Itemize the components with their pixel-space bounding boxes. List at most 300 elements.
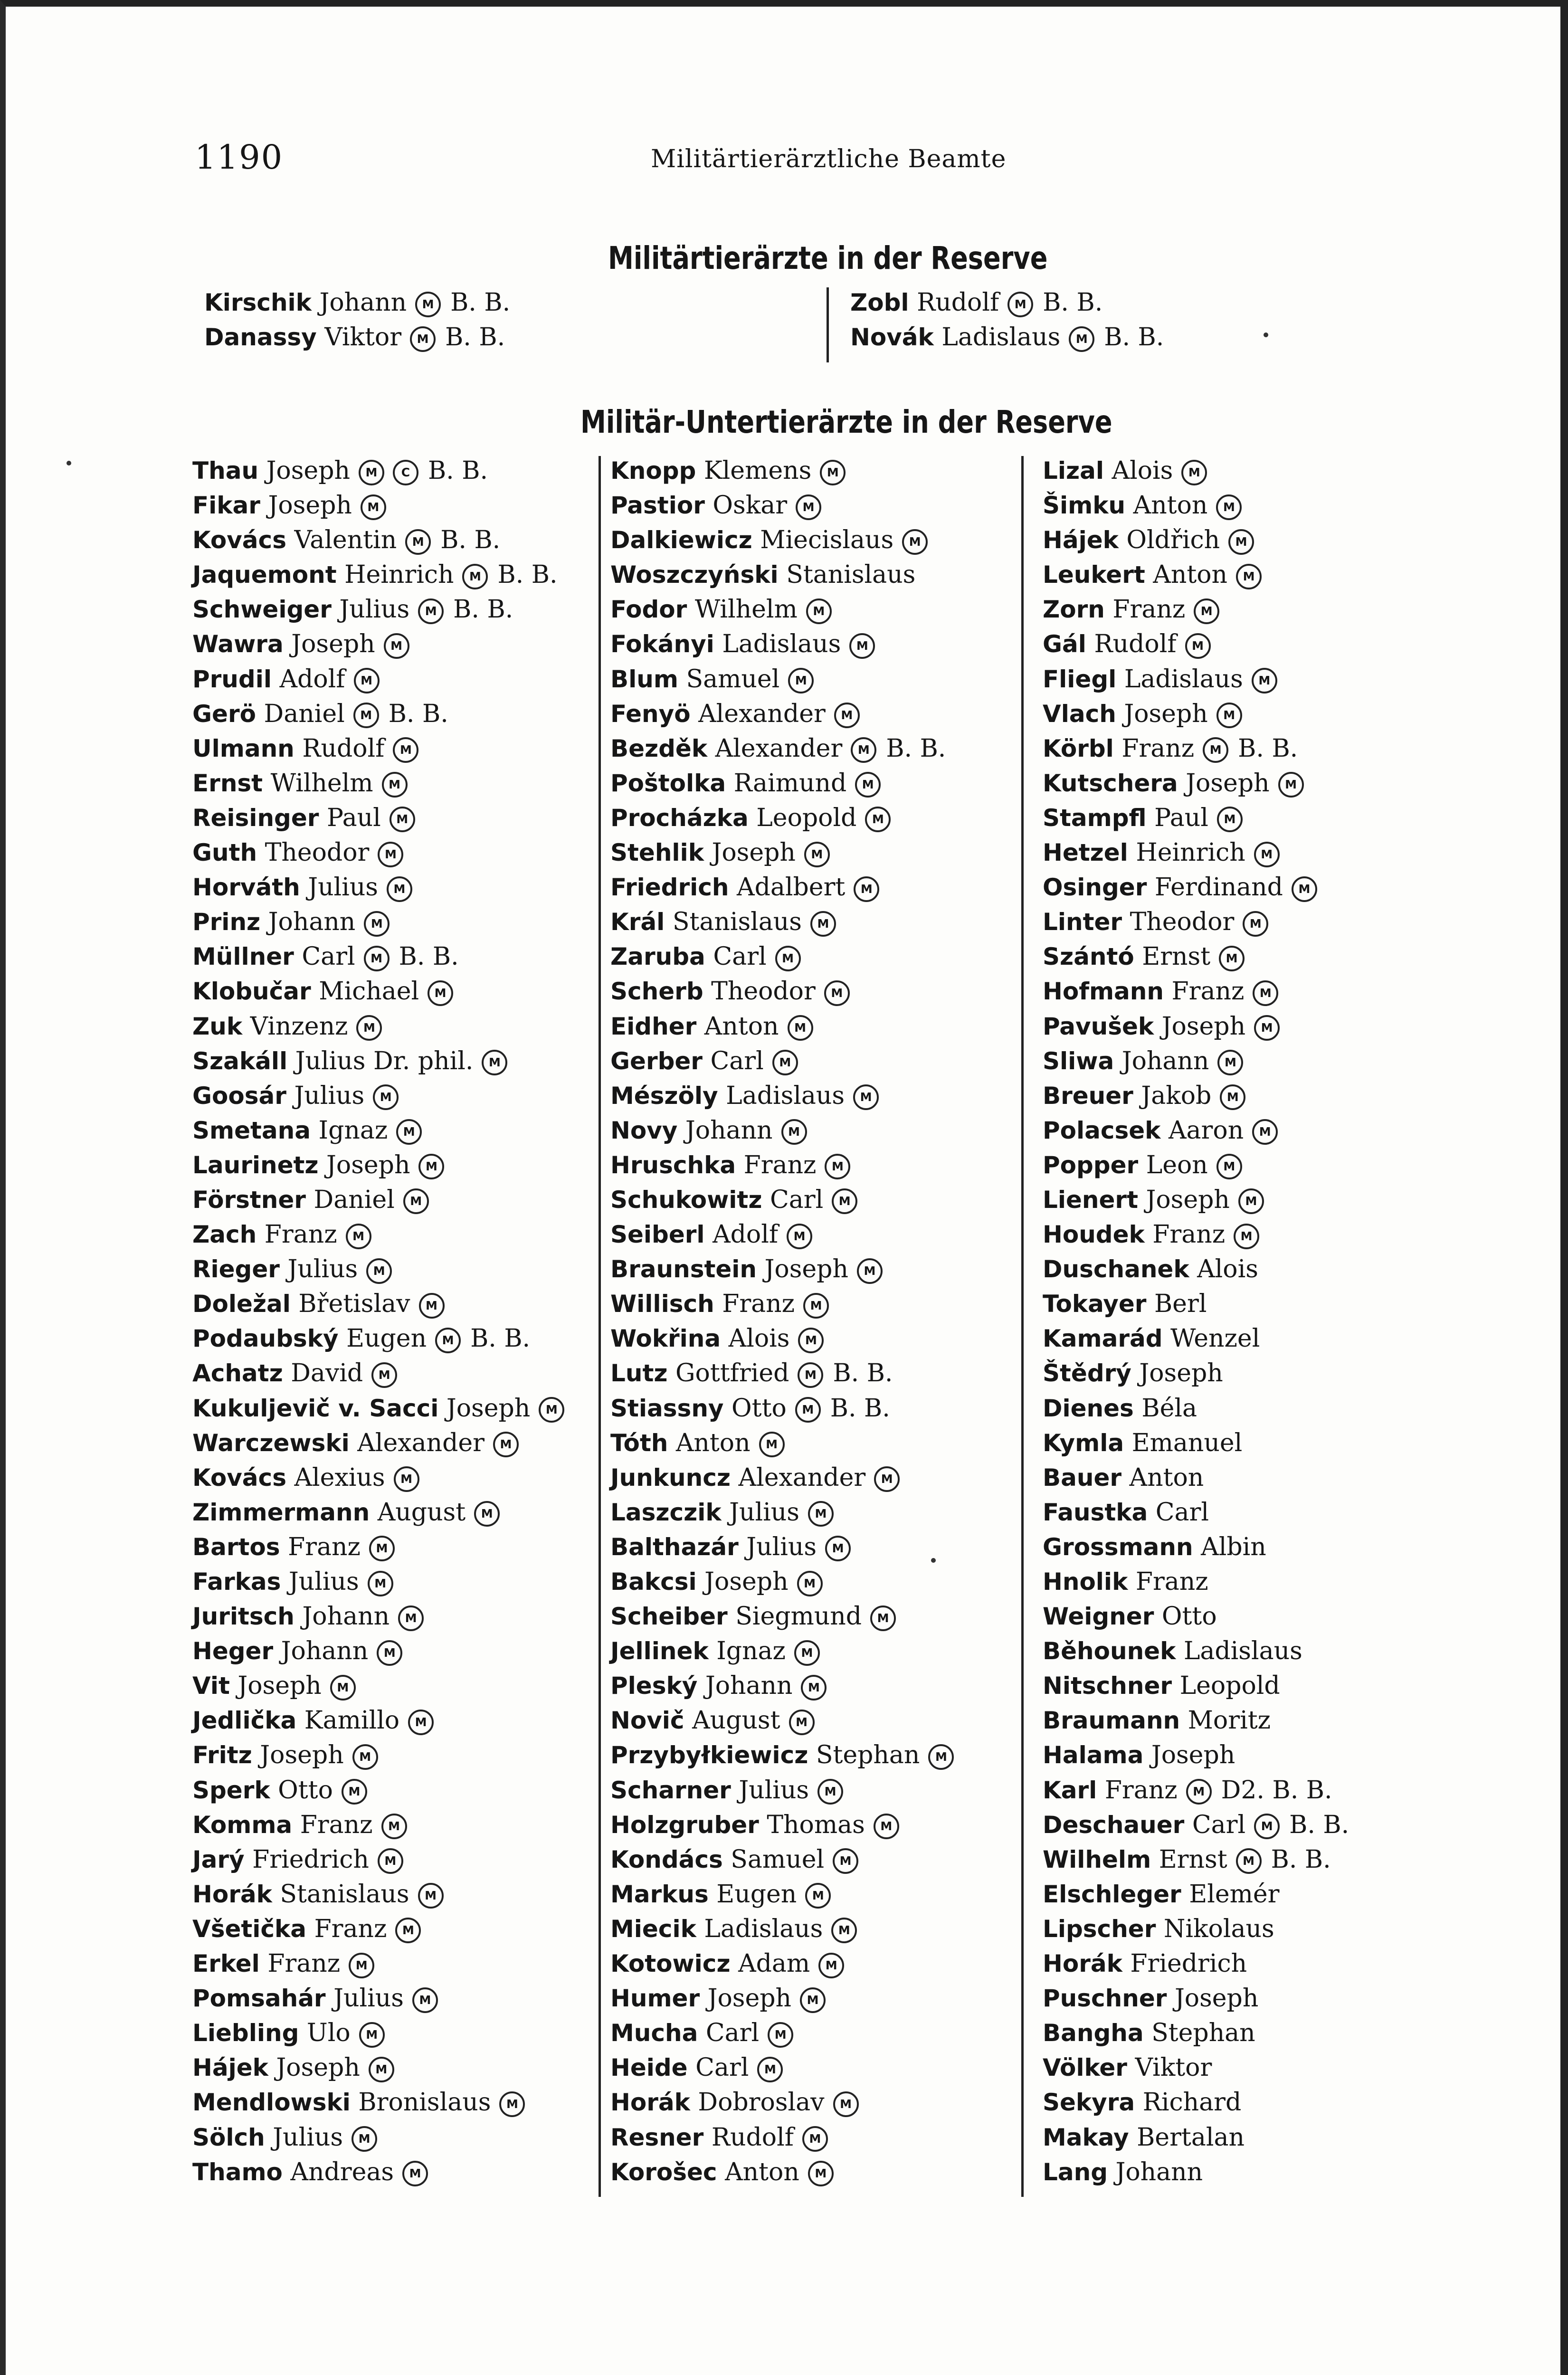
entry-given-name: Johann [268, 908, 356, 937]
entry-given-name: Wilhelm [270, 769, 373, 798]
unter-column-2 [610, 454, 954, 2190]
entry-given-name: Joseph [1139, 1359, 1223, 1388]
entry-given-name: Julius [288, 1568, 359, 1596]
entry-surname: Stehlik [610, 839, 704, 867]
entry-given-name: Joseph [707, 1984, 792, 2013]
circled-m-icon: M [1217, 1050, 1243, 1075]
circled-m-icon: M [364, 946, 390, 971]
entry-given-name: Rudolf [917, 288, 999, 317]
entry-given-name: Siegmund [735, 1602, 862, 1631]
circled-m-icon: M [788, 1015, 813, 1041]
list-entry [1043, 1565, 1349, 1599]
entry-surname: Pomsahár [192, 1985, 326, 2013]
list-entry [192, 1565, 564, 1599]
list-entry [192, 1738, 564, 1773]
list-entry [192, 488, 564, 523]
entry-surname: Duschanek [1043, 1255, 1189, 1283]
circled-m-icon: M [398, 1606, 424, 1631]
entry-surname: Bakcsi [610, 1568, 697, 1596]
circled-m-icon: M [825, 1536, 851, 1561]
circled-m-icon: M [482, 1050, 507, 1075]
list-entry [1043, 558, 1349, 592]
circled-m-icon: M [1217, 807, 1243, 832]
entry-given-name: Theodor [265, 838, 370, 867]
entry-given-name: Heinrich [1136, 838, 1245, 867]
entry-surname: Hájek [192, 2054, 268, 2082]
entry-surname: Král [610, 908, 665, 936]
entry-surname: Nitschner [1043, 1672, 1172, 1700]
list-entry [1043, 1912, 1349, 1947]
circled-m-icon: M [393, 737, 418, 763]
entry-given-name: Leopold [1179, 1672, 1280, 1700]
entry-given-name: Ladislaus [1183, 1637, 1302, 1666]
circled-m-icon: M [772, 1050, 798, 1075]
entry-given-name: Franz [300, 1810, 373, 1839]
entry-given-name: Franz [314, 1914, 387, 1943]
circled-m-icon: M [1203, 737, 1228, 763]
circled-m-icon: M [428, 980, 453, 1006]
circled-m-icon: M [499, 2091, 525, 2117]
entry-surname: Hofmann [1043, 978, 1164, 1006]
entry-given-name: Samuel [686, 665, 780, 694]
list-entry [192, 1461, 564, 1495]
list-entry [192, 940, 564, 974]
entry-surname: Sekyra [1043, 2089, 1135, 2117]
entry-surname: Kotowicz [610, 1950, 731, 1978]
entry-surname: Kovács [192, 1463, 286, 1492]
circled-m-icon: M [384, 633, 409, 659]
circled-m-icon: M [349, 1953, 374, 1978]
section-title-reserve: Militärtierärzte in der Reserve [608, 240, 1048, 276]
entry-surname: Bauer [1043, 1463, 1122, 1492]
list-entry [1043, 1426, 1349, 1461]
entry-surname: Novák [850, 323, 934, 352]
entry-surname: Karl [1043, 1776, 1097, 1804]
circled-m-icon: M [870, 1606, 896, 1631]
entry-surname: Běhounek [1043, 1637, 1176, 1665]
entry-given-name: Stanislaus [672, 908, 802, 937]
circled-m-icon: M [396, 1119, 422, 1145]
entry-surname: Laurinetz [192, 1151, 319, 1179]
entry-surname: Gál [1043, 630, 1086, 658]
entry-given-name: Carl [1155, 1498, 1209, 1527]
list-entry [610, 1183, 954, 1217]
entry-given-name: Johann [302, 1602, 390, 1631]
entry-surname: Popper [1043, 1151, 1139, 1179]
entry-given-name: Valentin [294, 526, 397, 555]
list-entry [610, 1217, 954, 1252]
entry-surname: Lipscher [1043, 1915, 1156, 1943]
entry-given-name: Joseph [704, 1568, 789, 1596]
entry-surname: Bartos [192, 1533, 280, 1561]
circled-m-icon: M [353, 703, 379, 728]
entry-given-name: Anton [704, 1012, 779, 1041]
list-entry [610, 488, 954, 523]
circled-m-icon: M [1252, 1119, 1278, 1145]
circled-m-icon: M [831, 1918, 857, 1943]
list-entry [192, 1599, 564, 1634]
list-entry [610, 627, 954, 662]
list-entry [1043, 1599, 1349, 1634]
entry-surname: Kamarád [1043, 1325, 1163, 1353]
list-entry [610, 592, 954, 627]
circled-m-icon: M [902, 529, 928, 555]
circled-m-icon: M [1069, 326, 1094, 352]
list-entry [1043, 1356, 1349, 1391]
circled-m-icon: M [794, 1640, 820, 1666]
list-entry [192, 836, 564, 870]
entry-surname: Jedlička [192, 1707, 297, 1735]
list-entry [610, 1148, 954, 1183]
entry-given-name: Joseph [1151, 1741, 1235, 1770]
entry-given-name: Dobroslav [698, 2088, 825, 2117]
entry-surname: Fokányi [610, 630, 714, 658]
entry-surname: Gerö [192, 700, 256, 728]
entry-given-name: Franz [743, 1150, 817, 1179]
entry-surname: Schukowitz [610, 1186, 762, 1214]
entry-surname: Zach [192, 1221, 257, 1249]
entry-given-name: Johann [1121, 1046, 1209, 1075]
entry-note: B. B. [428, 456, 488, 485]
entry-given-name: Joseph [764, 1255, 848, 1284]
entry-surname: Willisch [610, 1290, 714, 1318]
list-entry [1043, 1808, 1349, 1843]
list-entry [1043, 627, 1349, 662]
list-entry [610, 558, 954, 592]
list-entry [610, 1773, 954, 1808]
entry-surname: Makay [1043, 2123, 1129, 2151]
list-entry [192, 766, 564, 801]
entry-surname: Körbl [1043, 734, 1114, 762]
entry-given-name: Stanislaus [786, 560, 916, 589]
entry-given-name: Leon [1146, 1150, 1208, 1179]
entry-given-name: Franz [1152, 1220, 1226, 1249]
circled-m-icon: M [410, 326, 436, 352]
entry-surname: Smetana [192, 1116, 311, 1144]
entry-given-name: Carl [710, 1046, 764, 1075]
list-entry [204, 285, 510, 320]
entry-given-name: Anton [675, 1428, 751, 1457]
list-entry [1043, 662, 1349, 697]
entry-given-name: Julius [287, 1255, 358, 1284]
entry-note: D2. B. B. [1221, 1776, 1332, 1805]
entry-surname: Achatz [192, 1359, 283, 1387]
list-entry [850, 285, 1164, 320]
circled-m-icon: M [1254, 1015, 1280, 1041]
list-entry [192, 592, 564, 627]
list-entry [1043, 974, 1349, 1009]
entry-surname: Dienes [1043, 1394, 1134, 1422]
list-entry [1043, 592, 1349, 627]
entry-given-name: Julius Dr. phil. [295, 1046, 474, 1075]
entry-surname: Jarý [192, 1845, 245, 1873]
circled-m-icon: M [493, 1432, 519, 1457]
entry-surname: Blum [610, 665, 678, 693]
list-entry [1043, 523, 1349, 558]
circled-m-icon: M [805, 1883, 831, 1909]
list-entry [1043, 2085, 1349, 2120]
circled-m-icon: M [1216, 1154, 1242, 1179]
entry-given-name: Carl [302, 942, 355, 971]
entry-given-name: Anton [1133, 491, 1208, 520]
list-entry [610, 1565, 954, 1599]
circled-m-icon: M [768, 2022, 793, 2048]
entry-given-name: Adolf [713, 1220, 779, 1249]
circled-m-icon: M [418, 598, 444, 624]
list-entry [610, 2051, 954, 2085]
circled-m-icon: M [1278, 772, 1304, 798]
entry-given-name: Franz [722, 1290, 795, 1319]
entry-surname: Rieger [192, 1255, 280, 1283]
list-entry [192, 2051, 564, 2085]
entry-given-name: Raimund [733, 769, 847, 798]
entry-surname: Pavušek [1043, 1012, 1154, 1040]
circled-m-icon: M [1254, 842, 1280, 867]
circled-m-icon: M [373, 1084, 399, 1110]
entry-given-name: Adalbert [737, 873, 846, 902]
circled-m-icon: M [833, 1848, 858, 1874]
section-title-unter: Militär-Untertierärzte in der Reserve [580, 404, 1112, 440]
list-entry [1043, 766, 1349, 801]
entry-surname: Hájek [1043, 526, 1119, 554]
list-entry [192, 1947, 564, 1981]
entry-given-name: Daniel [264, 699, 345, 728]
circled-m-icon: M [849, 633, 875, 659]
list-entry [610, 1113, 954, 1148]
entry-surname: Doležal [192, 1290, 291, 1318]
list-entry [610, 1808, 954, 1843]
circled-m-icon: M [818, 1953, 844, 1978]
circled-m-icon: M [539, 1397, 564, 1423]
circled-m-icon: M [806, 598, 832, 624]
list-entry [1043, 940, 1349, 974]
entry-given-name: Stephan [1151, 2019, 1255, 2048]
entry-surname: Völker [1043, 2054, 1127, 2082]
circled-m-icon: M [757, 2057, 783, 2082]
list-entry [610, 940, 954, 974]
circled-m-icon: M [787, 1224, 812, 1249]
entry-given-name: Alexander [698, 699, 826, 728]
entry-surname: Faustka [1043, 1498, 1148, 1526]
page-header-title: Militärtierärztliche Beamte [651, 145, 1007, 173]
entry-given-name: Julius [339, 595, 410, 624]
entry-given-name: Viktor [1135, 2053, 1212, 2082]
list-entry [192, 1183, 564, 1217]
entry-surname: Tokayer [1043, 1290, 1147, 1318]
circled-m-icon: M [874, 1466, 900, 1492]
entry-given-name: Alois [728, 1324, 790, 1353]
circled-m-icon: M [803, 1293, 829, 1319]
list-entry [610, 1530, 954, 1565]
circled-m-icon: M [817, 1779, 843, 1805]
entry-surname: Gerber [610, 1047, 703, 1075]
entry-given-name: Ladislaus [1124, 665, 1243, 694]
entry-surname: Vlach [1043, 700, 1116, 728]
entry-surname: Halama [1043, 1741, 1144, 1769]
entry-surname: Fenyö [610, 700, 691, 728]
entry-given-name: Joseph [266, 456, 350, 485]
list-entry [192, 1044, 564, 1079]
entry-given-name: Alexander [357, 1428, 485, 1457]
list-entry [1043, 905, 1349, 940]
list-entry [192, 2085, 564, 2120]
list-entry [1043, 1773, 1349, 1808]
entry-note: B. B. [453, 595, 513, 624]
entry-surname: Novič [610, 1707, 684, 1735]
entry-given-name: Joseph [291, 630, 375, 659]
entry-surname: Fliegl [1043, 665, 1117, 693]
list-entry [192, 1217, 564, 1252]
circled-m-icon: M [1219, 946, 1245, 971]
entry-given-name: Gottfried [675, 1359, 789, 1388]
entry-given-name: Joseph [1146, 1185, 1230, 1214]
list-entry [192, 1356, 564, 1391]
entry-given-name: Joseph [1124, 699, 1208, 728]
entry-given-name: Michael [319, 977, 419, 1006]
circled-m-icon: M [789, 1710, 815, 1735]
entry-given-name: Jakob [1141, 1081, 1212, 1110]
entry-surname: Hruschka [610, 1151, 736, 1179]
entry-given-name: Vinzenz [250, 1012, 348, 1041]
entry-given-name: Emanuel [1131, 1428, 1243, 1457]
list-entry [1043, 1634, 1349, 1669]
entry-given-name: Anton [1153, 560, 1228, 589]
entry-note: B. B. [1238, 734, 1298, 763]
list-entry [610, 766, 954, 801]
list-entry [192, 1843, 564, 1877]
entry-surname: Szántó [1043, 943, 1134, 971]
entry-surname: Szakáll [192, 1047, 288, 1075]
entry-surname: Fikar [192, 492, 260, 520]
entry-surname: Mendlowski [192, 2089, 351, 2117]
list-entry [192, 801, 564, 836]
circled-m-icon: M [808, 1501, 834, 1527]
list-entry [1043, 1044, 1349, 1079]
circled-m-icon: M [369, 1536, 395, 1561]
entry-given-name: Paul [326, 803, 381, 832]
circled-m-icon: M [788, 668, 814, 694]
list-entry [610, 2120, 954, 2155]
list-entry [610, 1461, 954, 1495]
entry-surname: Stampfl [1043, 804, 1147, 832]
entry-given-name: Ulo [306, 2019, 351, 2048]
entry-given-name: Alexander [738, 1463, 866, 1492]
entry-surname: Heger [192, 1637, 274, 1665]
list-entry [192, 1321, 564, 1356]
entry-surname: Erkel [192, 1950, 260, 1978]
list-entry [1043, 1148, 1349, 1183]
entry-surname: Knopp [610, 457, 696, 484]
entry-given-name: Anton [1129, 1463, 1204, 1492]
entry-given-name: Eugen [346, 1324, 427, 1353]
list-entry [610, 1044, 954, 1079]
entry-surname: Korošec [610, 2158, 717, 2186]
list-entry [610, 1287, 954, 1321]
entry-surname: Kymla [1043, 1429, 1124, 1457]
entry-given-name: Carl [695, 2053, 749, 2082]
circled-m-icon: M [390, 807, 415, 832]
list-entry [610, 1426, 954, 1461]
entry-given-name: Julius [746, 1532, 817, 1561]
circled-m-icon: M [352, 1744, 378, 1770]
entry-given-name: Johann [705, 1672, 793, 1700]
list-entry [1043, 801, 1349, 836]
list-entry [610, 2085, 954, 2120]
circled-m-icon: M [824, 980, 850, 1006]
entry-surname: Wilhelm [1043, 1845, 1151, 1873]
circled-m-icon: M [853, 1084, 879, 1110]
entry-note: B. B. [833, 1359, 893, 1388]
list-entry [192, 2120, 564, 2155]
entry-given-name: Carl [705, 2019, 760, 2048]
entry-surname: Eidher [610, 1012, 697, 1040]
entry-surname: Jellinek [610, 1637, 709, 1665]
entry-surname: Woszczyński [610, 561, 779, 589]
circled-m-icon: M [855, 772, 881, 798]
entry-surname: Dalkiewicz [610, 526, 752, 554]
entry-given-name: Aaron [1168, 1116, 1244, 1145]
entry-given-name: Johann [685, 1116, 773, 1145]
entry-surname: Thau [192, 457, 259, 484]
entry-surname: Prudil [192, 665, 272, 693]
entry-given-name: Wenzel [1170, 1324, 1260, 1353]
circled-m-icon: M [330, 1675, 356, 1700]
list-entry [1043, 1495, 1349, 1530]
entry-given-name: Rudolf [302, 734, 385, 763]
entry-given-name: David [291, 1359, 363, 1388]
entry-given-name: Theodor [1130, 908, 1235, 937]
entry-surname: Scheiber [610, 1603, 728, 1631]
list-entry [192, 2016, 564, 2051]
unter-column-3 [1043, 454, 1349, 2190]
circled-m-icon: M [834, 703, 860, 728]
list-entry [610, 1252, 954, 1287]
entry-surname: Warczewski [192, 1429, 350, 1457]
entry-surname: Friedrich [610, 874, 729, 902]
circled-m-icon: M [359, 2022, 385, 2048]
list-entry [192, 732, 564, 766]
entry-surname: Breuer [1043, 1082, 1133, 1110]
list-entry [192, 1113, 564, 1148]
entry-given-name: Anton [725, 2157, 799, 2186]
entry-surname: Lienert [1043, 1186, 1138, 1214]
entry-surname: Podaubský [192, 1325, 339, 1353]
entry-given-name: Joseph [326, 1150, 410, 1179]
entry-given-name: Carl [1192, 1810, 1246, 1839]
circled-m-icon: M [408, 1710, 434, 1735]
list-entry [192, 1079, 564, 1113]
circled-m-icon: M [352, 2126, 377, 2152]
entry-given-name: Heinrich [344, 560, 454, 589]
list-entry [610, 1669, 954, 1703]
entry-given-name: Stephan [816, 1741, 920, 1770]
circled-m-icon: M [1228, 529, 1254, 555]
entry-surname: Juritsch [192, 1603, 295, 1631]
list-entry [192, 1009, 564, 1044]
list-entry [610, 870, 954, 905]
entry-surname: Osinger [1043, 874, 1147, 902]
entry-surname: Houdek [1043, 1221, 1145, 1249]
circled-m-icon: M [369, 2057, 394, 2082]
list-entry [610, 1079, 954, 1113]
list-entry [610, 523, 954, 558]
entry-surname: Bezděk [610, 734, 708, 762]
circled-m-icon: M [800, 1987, 826, 2013]
entry-given-name: Adam [738, 1949, 810, 1978]
entry-surname: Fritz [192, 1741, 252, 1769]
entry-surname: Linter [1043, 908, 1122, 936]
list-entry [610, 1738, 954, 1773]
